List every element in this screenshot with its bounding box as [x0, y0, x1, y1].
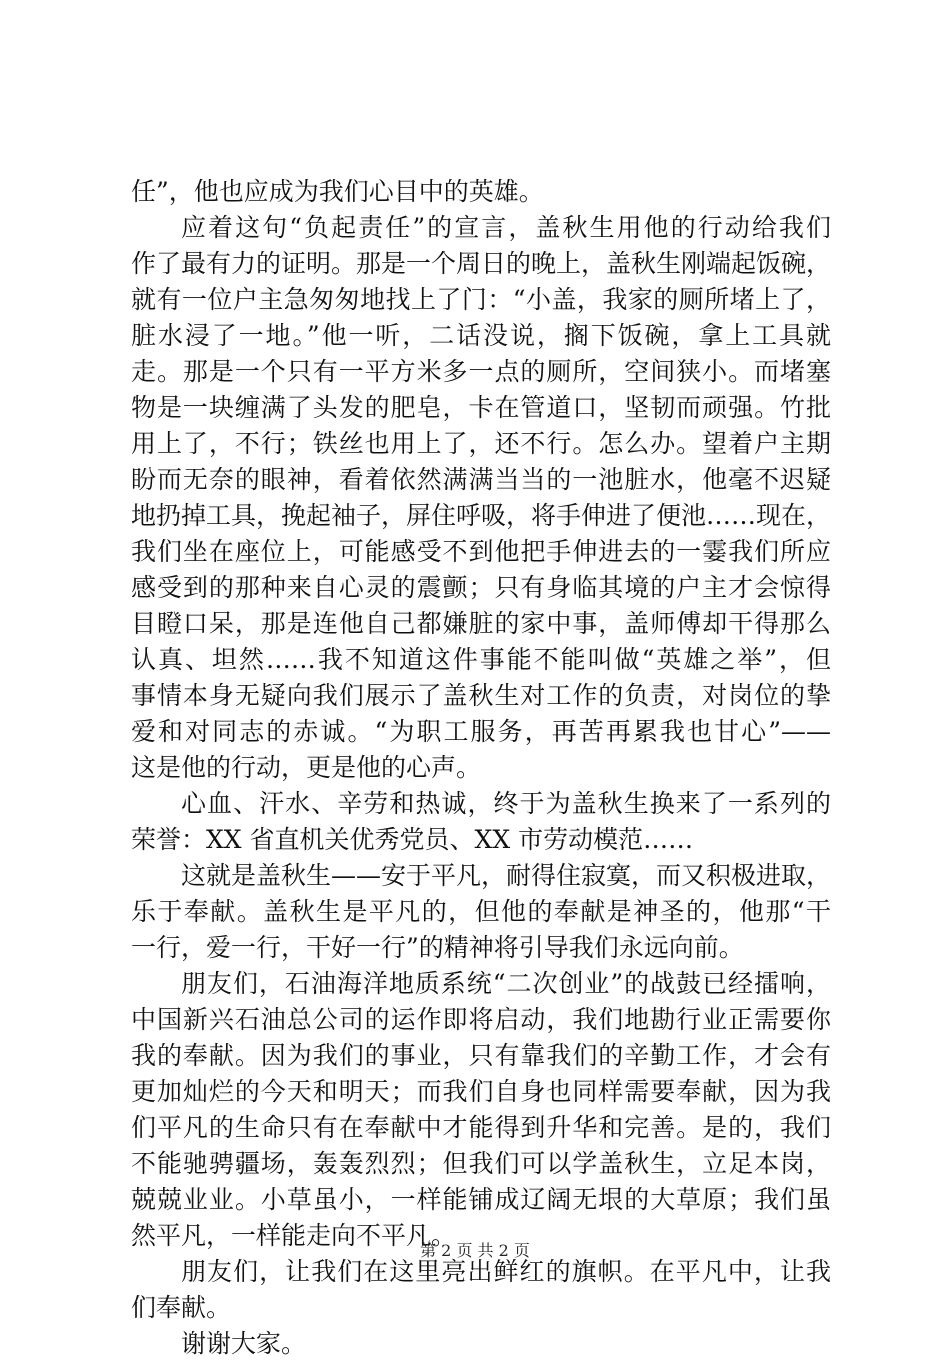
text-line: 我们坐在座位上，可能感受不到他把手伸进去的一霎我们所应 [131, 537, 831, 566]
text-line: 感受到的那种来自心灵的震颤；只有身临其境的户主才会惊得 [131, 573, 831, 602]
text-line: 一行，爱一行，干好一行”的精神将引导我们永远向前。 [131, 933, 744, 962]
text-line: 脏水浸了一地。”他一听，二话没说，搁下饭碗，拿上工具就 [131, 321, 831, 350]
text-line: 用上了，不行；铁丝也用上了，还不行。怎么办。望着户主期 [131, 429, 831, 458]
text-line: 事情本身无疑向我们展示了盖秋生对工作的负责，对岗位的挚 [131, 681, 831, 710]
text-line: 谢谢大家。 [181, 1329, 307, 1358]
text-line: 我的奉献。因为我们的事业，只有靠我们的辛勤工作，才会有 [131, 1041, 831, 1070]
page-footer: 第 2 页 共 2 页 [420, 1241, 530, 1260]
text-line: 任”，他也应成为我们心目中的英雄。 [131, 177, 544, 206]
text-line: 作了最有力的证明。那是一个周日的晚上，盖秋生刚端起饭碗， [131, 249, 831, 278]
text-line: 就有一位户主急匆匆地找上了门：“小盖，我家的厕所堵上了， [131, 285, 831, 314]
document-body [131, 174, 831, 1362]
text-line: 朋友们，石油海洋地质系统“二次创业”的战鼓已经擂响， [181, 969, 831, 998]
text-line: 这是他的行动，更是他的心声。 [131, 753, 482, 782]
text-line: 乐于奉献。盖秋生是平凡的，但他的奉献是神圣的，他那“干 [131, 897, 831, 926]
text-line: 物是一块缠满了头发的肥皂，卡在管道口，坚韧而顽强。竹批 [131, 393, 831, 422]
text-line: 们平凡的生命只有在奉献中才能得到升华和完善。是的，我们 [131, 1113, 831, 1142]
text-line: 走。那是一个只有一平方米多一点的厕所，空间狭小。而堵塞 [131, 357, 831, 386]
text-line: 朋友们，让我们在这里亮出鲜红的旗帜。在平凡中，让我 [181, 1257, 831, 1286]
text-line: 心血、汗水、辛劳和热诚，终于为盖秋生换来了一系列的 [181, 789, 831, 818]
text-line: 爱和对同志的赤诚。“为职工服务，再苦再累我也甘心”—— [131, 717, 831, 746]
text-line: 盼而无奈的眼神，看着依然满满当当的一池脏水，他毫不迟疑 [131, 465, 831, 494]
text-line: 兢兢业业。小草虽小，一样能铺成辽阔无垠的大草原；我们虽 [131, 1185, 831, 1214]
text-line: 应着这句“负起责任”的宣言，盖秋生用他的行动给我们 [181, 213, 831, 242]
text-line: 目瞪口呆，那是连他自己都嫌脏的家中事，盖师傅却干得那么 [131, 609, 831, 638]
text-line: 更加灿烂的今天和明天；而我们自身也同样需要奉献，因为我 [131, 1077, 831, 1106]
text-line: 地扔掉工具，挽起袖子，屏住呼吸，将手伸进了便池……现在， [131, 501, 831, 530]
text-line: 不能驰骋疆场，轰轰烈烈；但我们可以学盖秋生，立足本岗， [131, 1149, 831, 1178]
text-line: 荣誉：XX 省直机关优秀党员、XX 市劳动模范…… [131, 825, 694, 854]
text-line: 们奉献。 [131, 1293, 232, 1322]
text-line: 然平凡，一样能走向不平凡。 [131, 1221, 457, 1250]
text-line: 认真、坦然……我不知道这件事能不能叫做“英雄之举”，但 [131, 645, 831, 674]
text-line: 中国新兴石油总公司的运作即将启动，我们地勘行业正需要你 [131, 1005, 831, 1034]
text-line: 这就是盖秋生——安于平凡，耐得住寂寞，而又积极进取， [181, 861, 831, 890]
